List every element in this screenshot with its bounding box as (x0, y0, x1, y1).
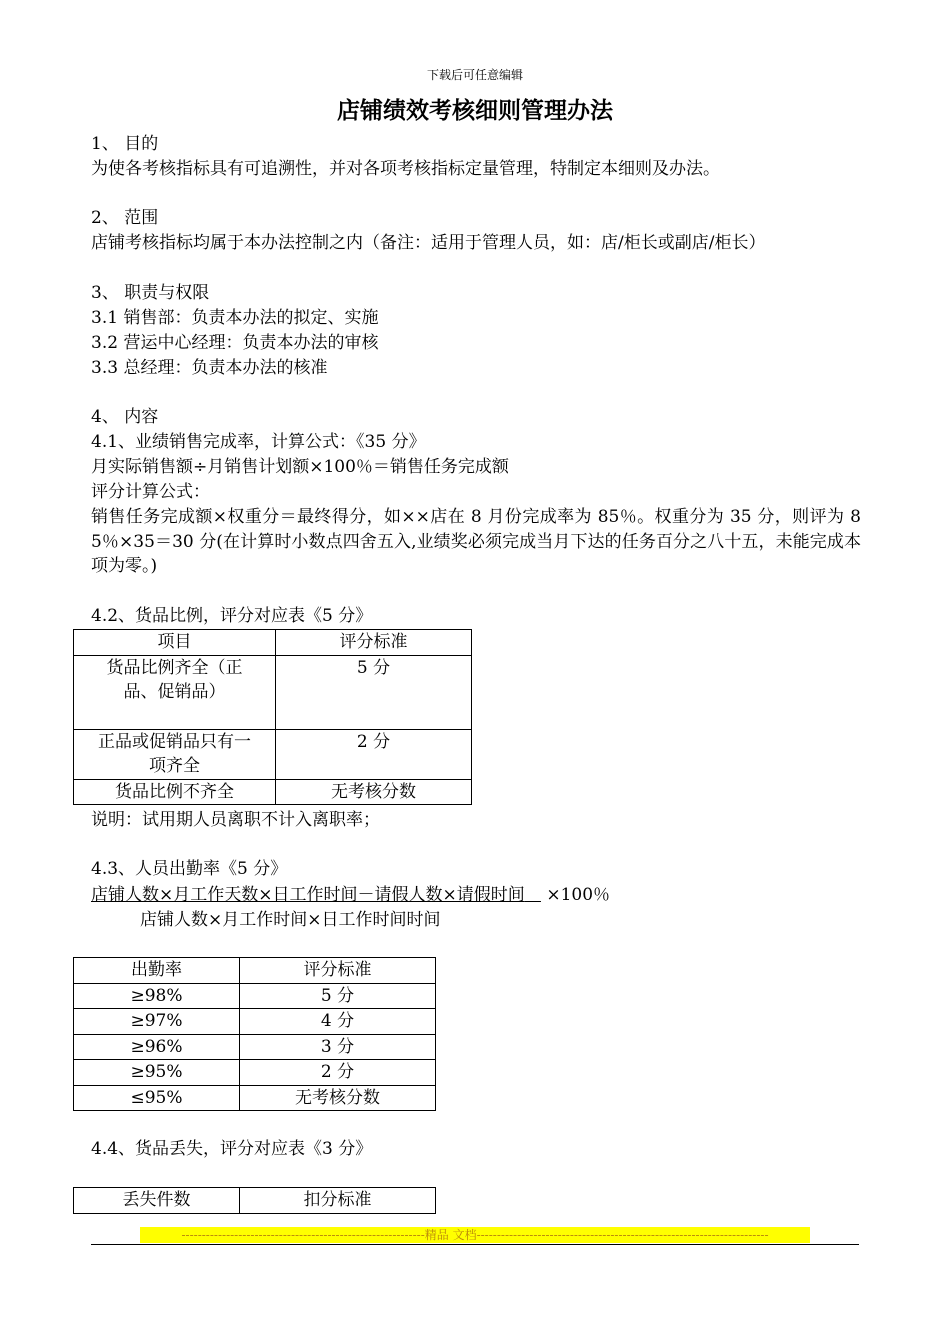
section-2-heading: 2、 范围 (91, 208, 159, 228)
table-row (74, 1009, 436, 1035)
goods-loss-table (73, 1187, 436, 1214)
section-4-1-formula: 月实际销售额÷月销售计划额×100％＝销售任务完成额 (91, 457, 509, 477)
document-title: 店铺绩效考核细则管理办法 (337, 97, 613, 124)
section-1-body: 为使各考核指标具有可追溯性，并对各项考核指标定量管理，特制定本细则及办法。 (91, 159, 720, 179)
formula-numerator-text: 店铺人数×月工作天数×日工作时间－请假人数×请假时间 (91, 885, 525, 905)
attendance-formula-denominator: 店铺人数×月工作时间×日工作时间时间 (140, 910, 441, 930)
table-row (74, 729, 472, 779)
table-cell: ≤95% (74, 1085, 240, 1111)
footer-divider (91, 1244, 859, 1245)
table-cell: 正品或促销品只有一项齐全 (74, 729, 276, 779)
table-cell: 5 分 (240, 983, 436, 1009)
section-4-3-title: 4.3、人员出勤率《5 分》 (91, 859, 288, 879)
table-cell: 货品比例齐全（正品、促销品） (74, 655, 276, 729)
section-3-heading: 3、 职责与权限 (91, 283, 210, 303)
table-cell: ≥98% (74, 983, 240, 1009)
table-cell: ≥96% (74, 1034, 240, 1060)
table-header-cell: 出勤率 (74, 958, 240, 984)
table-cell: 无考核分数 (240, 1085, 436, 1111)
table-row (74, 655, 472, 729)
table-header-row (74, 958, 436, 984)
section-4-2-note: 说明：试用期人员离职不计入离职率； (91, 810, 380, 830)
table-header-cell: 项目 (74, 630, 276, 656)
table-cell: 2 分 (240, 1060, 436, 1086)
section-4-2-title: 4.2、货品比例，评分对应表《5 分》 (91, 606, 373, 626)
formula-multiplier: ×100％ (546, 885, 611, 905)
table-cell: ≥95% (74, 1060, 240, 1086)
table-cell: 无考核分数 (276, 779, 472, 805)
attendance-table (73, 957, 436, 1111)
table-cell: 4 分 (240, 1009, 436, 1035)
table-cell: 3 分 (240, 1034, 436, 1060)
header-note: 下载后可任意编辑 (426, 68, 523, 82)
table-cell: 5 分 (276, 655, 472, 729)
section-4-1-score-text: 销售任务完成额×权重分＝最终得分，如××店在 8 月份完成率为 85％。权重分为 35 分，则评为 85％×35＝30 分(在计算时小数点四舍五入,业绩奖必须完成当月下达的任务百分之八十五，未能完成本项为零。) (91, 507, 861, 576)
section-3-item: 3.3 总经理：负责本办法的核准 (91, 358, 328, 378)
table-cell: 2 分 (276, 729, 472, 779)
table-row (74, 1060, 436, 1086)
table-cell: 货品比例不齐全 (74, 779, 276, 805)
table-row (74, 1085, 436, 1111)
section-4-1-score-label: 评分计算公式： (91, 482, 210, 502)
table-header-cell: 评分标准 (276, 630, 472, 656)
table-cell: ≥97% (74, 1009, 240, 1035)
section-4-heading: 4、 内容 (91, 407, 159, 427)
section-1-heading: 1、 目的 (91, 134, 159, 154)
section-4-4-title: 4.4、货品丢失，评分对应表《3 分》 (91, 1139, 373, 1159)
table-header-cell: 丢失件数 (74, 1188, 240, 1214)
table-header-cell: 评分标准 (240, 958, 436, 984)
table-header-row (74, 1188, 436, 1214)
section-3-item: 3.2 营运中心经理：负责本办法的审核 (91, 333, 379, 353)
table-header-row (74, 630, 472, 656)
section-3-item: 3.1 销售部：负责本办法的拟定、实施 (91, 308, 379, 328)
table-row (74, 779, 472, 805)
table-row (74, 1034, 436, 1060)
footer-banner: ------------------------------------------------------------精品 文档------------------------------------------------------------------------ (140, 1227, 810, 1243)
goods-ratio-table (73, 629, 472, 805)
table-header-cell: 扣分标准 (240, 1188, 436, 1214)
section-2-body: 店铺考核指标均属于本办法控制之内（备注：适用于管理人员，如：店/柜长或副店/柜长） (91, 233, 766, 253)
table-row (74, 983, 436, 1009)
section-4-1-title: 4.1、业绩销售完成率，计算公式：《35 分》 (91, 432, 426, 452)
attendance-formula-numerator (91, 883, 610, 907)
